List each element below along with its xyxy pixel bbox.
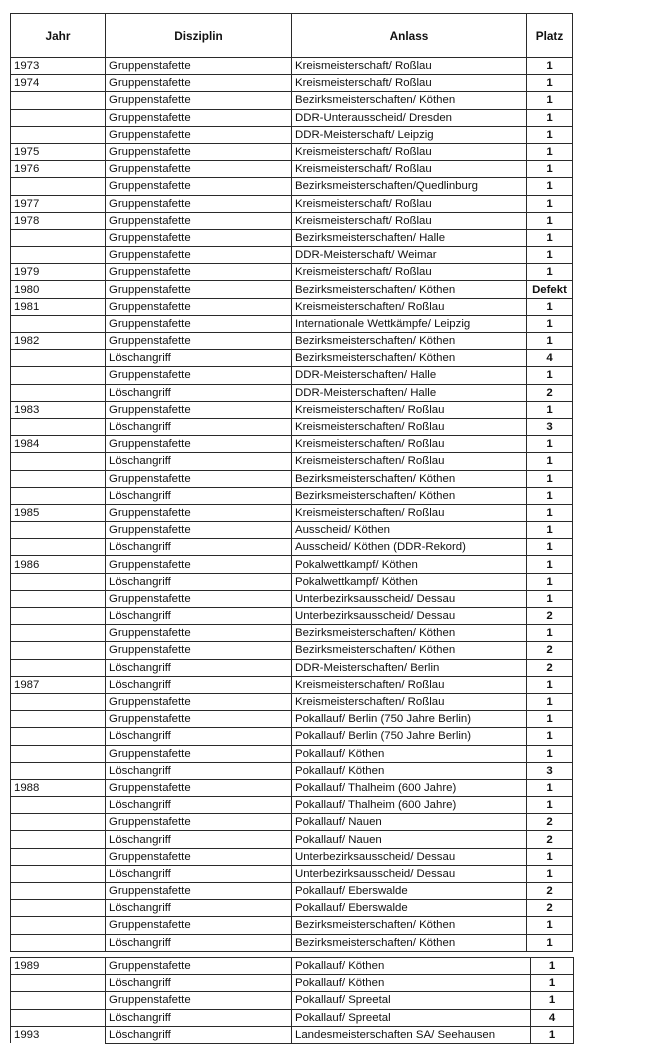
cell-jahr <box>11 247 106 264</box>
table-row <box>11 350 573 367</box>
cell-jahr: 1979 <box>11 264 106 281</box>
cell-anlass: Pokallauf/ Thalheim (600 Jahre) <box>292 797 527 814</box>
cell-platz: 1 <box>527 934 573 951</box>
header-row <box>11 14 573 58</box>
cell-platz: 1 <box>527 75 573 92</box>
cell-jahr: 1989 <box>11 958 106 975</box>
cell-disziplin: Gruppenstafette <box>106 58 292 75</box>
cell-platz: 2 <box>527 608 573 625</box>
table-row <box>11 883 573 900</box>
cell-anlass: Kreismeisterschaft/ Roßlau <box>292 195 527 212</box>
cell-disziplin: Löschangriff <box>106 728 292 745</box>
cell-disziplin: Löschangriff <box>106 573 292 590</box>
cell-platz: 1 <box>527 779 573 796</box>
table-row <box>11 831 573 848</box>
cell-platz: 1 <box>527 917 573 934</box>
table-row <box>11 728 573 745</box>
cell-jahr <box>11 917 106 934</box>
cell-platz: 1 <box>527 573 573 590</box>
cell-anlass: Kreismeisterschaft/ Roßlau <box>292 75 527 92</box>
table-row <box>11 625 573 642</box>
cell-platz: 1 <box>527 590 573 607</box>
cell-disziplin: Gruppenstafette <box>106 75 292 92</box>
cell-disziplin: Gruppenstafette <box>106 229 292 246</box>
cell-platz: 1 <box>527 711 573 728</box>
cell-jahr <box>11 126 106 143</box>
cell-jahr <box>11 975 106 992</box>
table-row <box>11 992 574 1009</box>
cell-disziplin: Löschangriff <box>106 453 292 470</box>
cell-anlass: Landesmeisterschaften SA/ Seehausen <box>292 1026 531 1043</box>
cell-platz: 1 <box>527 745 573 762</box>
header-platz: Platz <box>527 14 573 58</box>
cell-jahr <box>11 487 106 504</box>
cell-platz: 1 <box>527 264 573 281</box>
cell-platz: 1 <box>527 367 573 384</box>
cell-jahr: 1974 <box>11 75 106 92</box>
table-row <box>11 711 573 728</box>
table-row <box>11 281 573 298</box>
cell-platz: Defekt <box>527 281 573 298</box>
table-row <box>11 676 573 693</box>
cell-jahr <box>11 934 106 951</box>
cell-jahr <box>11 814 106 831</box>
cell-jahr: 1985 <box>11 504 106 521</box>
cell-disziplin: Löschangriff <box>106 1009 292 1026</box>
cell-platz: 1 <box>527 247 573 264</box>
cell-anlass: Bezirksmeisterschaften/ Köthen <box>292 625 527 642</box>
cell-platz: 1 <box>527 470 573 487</box>
cell-jahr <box>11 539 106 556</box>
cell-disziplin: Gruppenstafette <box>106 883 292 900</box>
cell-jahr <box>11 470 106 487</box>
cell-jahr: 1978 <box>11 212 106 229</box>
cell-jahr <box>11 522 106 539</box>
cell-platz: 1 <box>527 487 573 504</box>
table-row <box>11 1009 574 1026</box>
table-row <box>11 247 573 264</box>
table-row <box>11 556 573 573</box>
cell-disziplin: Gruppenstafette <box>106 470 292 487</box>
cell-anlass: Kreismeisterschaft/ Roßlau <box>292 143 527 160</box>
cell-disziplin: Gruppenstafette <box>106 281 292 298</box>
cell-anlass: Kreismeisterschaften/ Roßlau <box>292 298 527 315</box>
cell-disziplin: Gruppenstafette <box>106 814 292 831</box>
cell-disziplin: Gruppenstafette <box>106 143 292 160</box>
cell-anlass: Bezirksmeisterschaften/ Köthen <box>292 917 527 934</box>
cell-anlass: Kreismeisterschaft/ Roßlau <box>292 161 527 178</box>
table-row <box>11 401 573 418</box>
cell-anlass: Pokallauf/ Eberswalde <box>292 900 527 917</box>
cell-platz: 1 <box>531 975 574 992</box>
cell-jahr <box>11 659 106 676</box>
cell-jahr: 1988 <box>11 779 106 796</box>
cell-platz: 1 <box>527 453 573 470</box>
cell-jahr <box>11 831 106 848</box>
cell-disziplin: Gruppenstafette <box>106 556 292 573</box>
cell-jahr: 1977 <box>11 195 106 212</box>
header-anlass: Anlass <box>292 14 527 58</box>
table-row <box>11 693 573 710</box>
table-row <box>11 161 573 178</box>
cell-platz: 1 <box>527 676 573 693</box>
table-row <box>11 143 573 160</box>
cell-jahr <box>11 745 106 762</box>
cell-anlass: DDR-Meisterschaften/ Halle <box>292 384 527 401</box>
cell-jahr: 1986 <box>11 556 106 573</box>
cell-platz: 2 <box>527 831 573 848</box>
table-row <box>11 539 573 556</box>
cell-platz: 1 <box>527 522 573 539</box>
cell-disziplin: Gruppenstafette <box>106 711 292 728</box>
table-row <box>11 573 573 590</box>
cell-disziplin: Löschangriff <box>106 659 292 676</box>
cell-platz: 2 <box>527 814 573 831</box>
cell-anlass: Bezirksmeisterschaften/ Köthen <box>292 350 527 367</box>
cell-disziplin: Gruppenstafette <box>106 212 292 229</box>
cell-jahr: 1980 <box>11 281 106 298</box>
cell-anlass: Bezirksmeisterschaften/ Köthen <box>292 281 527 298</box>
cell-disziplin: Löschangriff <box>106 487 292 504</box>
cell-disziplin: Löschangriff <box>106 762 292 779</box>
cell-jahr <box>11 797 106 814</box>
cell-platz: 1 <box>527 212 573 229</box>
table-row <box>11 58 573 75</box>
cell-anlass: Pokallauf/ Köthen <box>292 762 527 779</box>
table-row <box>11 470 573 487</box>
cell-jahr <box>11 573 106 590</box>
cell-disziplin: Löschangriff <box>106 608 292 625</box>
cell-anlass: Kreismeisterschaften/ Roßlau <box>292 418 527 435</box>
cell-disziplin: Gruppenstafette <box>106 126 292 143</box>
cell-disziplin: Löschangriff <box>106 865 292 882</box>
cell-anlass: Bezirksmeisterschaften/ Köthen <box>292 934 527 951</box>
cell-disziplin: Gruppenstafette <box>106 92 292 109</box>
cell-platz: 1 <box>527 865 573 882</box>
table-row <box>11 900 573 917</box>
table-row <box>11 779 573 796</box>
cell-anlass: Bezirksmeisterschaften/ Köthen <box>292 470 527 487</box>
cell-anlass: Kreismeisterschaft/ Roßlau <box>292 264 527 281</box>
cell-jahr <box>11 590 106 607</box>
cell-jahr <box>11 728 106 745</box>
table-row <box>11 229 573 246</box>
table-row <box>11 745 573 762</box>
cell-disziplin: Gruppenstafette <box>106 264 292 281</box>
cell-disziplin: Gruppenstafette <box>106 161 292 178</box>
cell-jahr <box>11 315 106 332</box>
cell-platz: 1 <box>527 109 573 126</box>
cell-platz: 1 <box>531 1026 574 1043</box>
cell-platz: 1 <box>531 992 574 1009</box>
cell-platz: 1 <box>527 92 573 109</box>
cell-anlass: Unterbezirksausscheid/ Dessau <box>292 608 527 625</box>
table-row <box>11 453 573 470</box>
cell-platz: 1 <box>527 436 573 453</box>
table-row <box>11 92 573 109</box>
cell-disziplin: Gruppenstafette <box>106 917 292 934</box>
table-row <box>11 126 573 143</box>
cell-disziplin: Löschangriff <box>106 934 292 951</box>
cell-platz: 3 <box>527 762 573 779</box>
cell-anlass: DDR-Meisterschaft/ Leipzig <box>292 126 527 143</box>
cell-disziplin: Gruppenstafette <box>106 522 292 539</box>
cell-platz: 2 <box>527 900 573 917</box>
cell-jahr <box>11 625 106 642</box>
cell-disziplin: Löschangriff <box>106 797 292 814</box>
table-row <box>11 504 573 521</box>
cell-platz: 1 <box>527 195 573 212</box>
cell-platz: 1 <box>527 401 573 418</box>
cell-anlass: Pokallauf/ Köthen <box>292 975 531 992</box>
table-row <box>11 659 573 676</box>
cell-anlass: Pokallauf/ Eberswalde <box>292 883 527 900</box>
cell-anlass: Unterbezirksausscheid/ Dessau <box>292 848 527 865</box>
cell-platz: 1 <box>527 504 573 521</box>
cell-anlass: Unterbezirksausscheid/ Dessau <box>292 865 527 882</box>
cell-anlass: Internationale Wettkämpfe/ Leipzig <box>292 315 527 332</box>
cell-jahr <box>11 883 106 900</box>
cell-platz: 2 <box>527 659 573 676</box>
cell-disziplin: Löschangriff <box>106 384 292 401</box>
cell-anlass: Pokalwettkampf/ Köthen <box>292 573 527 590</box>
cell-anlass: Pokallauf/ Berlin (750 Jahre Berlin) <box>292 728 527 745</box>
cell-anlass: Pokallauf/ Nauen <box>292 831 527 848</box>
cell-platz: 1 <box>527 161 573 178</box>
cell-anlass: Bezirksmeisterschaften/ Köthen <box>292 333 527 350</box>
table-row <box>11 212 573 229</box>
cell-anlass: DDR-Unterausscheid/ Dresden <box>292 109 527 126</box>
table-row <box>11 917 573 934</box>
cell-platz: 1 <box>527 539 573 556</box>
cell-platz: 4 <box>527 350 573 367</box>
cell-disziplin: Löschangriff <box>106 975 292 992</box>
table-row <box>11 418 573 435</box>
cell-anlass: Pokallauf/ Köthen <box>292 958 531 975</box>
cell-jahr <box>11 865 106 882</box>
cell-anlass: Pokallauf/ Berlin (750 Jahre Berlin) <box>292 711 527 728</box>
cell-anlass: Kreismeisterschaften/ Roßlau <box>292 436 527 453</box>
cell-jahr <box>11 178 106 195</box>
cell-anlass: Kreismeisterschaften/ Roßlau <box>292 676 527 693</box>
table-row <box>11 934 573 951</box>
cell-anlass: Ausscheid/ Köthen (DDR-Rekord) <box>292 539 527 556</box>
cell-jahr <box>11 229 106 246</box>
cell-platz: 1 <box>527 298 573 315</box>
cell-jahr <box>11 992 106 1009</box>
cell-anlass: Bezirksmeisterschaften/ Köthen <box>292 92 527 109</box>
cell-anlass: Pokallauf/ Köthen <box>292 745 527 762</box>
table-row <box>11 865 573 882</box>
cell-platz: 1 <box>527 797 573 814</box>
table-row <box>11 178 573 195</box>
cell-jahr: 1973 <box>11 58 106 75</box>
table-row <box>11 367 573 384</box>
table-row <box>11 814 573 831</box>
cell-disziplin: Gruppenstafette <box>106 401 292 418</box>
cell-anlass: DDR-Meisterschaften/ Berlin <box>292 659 527 676</box>
table-row <box>11 315 573 332</box>
cell-jahr: 1981 <box>11 298 106 315</box>
cell-disziplin: Gruppenstafette <box>106 315 292 332</box>
cell-jahr: 1982 <box>11 333 106 350</box>
table-row <box>11 264 573 281</box>
cell-anlass: Kreismeisterschaften/ Roßlau <box>292 401 527 418</box>
results-table-continuation-body <box>11 958 574 1044</box>
cell-jahr <box>11 109 106 126</box>
cell-anlass: Pokallauf/ Spreetal <box>292 1009 531 1026</box>
cell-platz: 1 <box>527 178 573 195</box>
cell-disziplin: Gruppenstafette <box>106 298 292 315</box>
table-row <box>11 298 573 315</box>
cell-disziplin: Gruppenstafette <box>106 195 292 212</box>
table-row <box>11 75 573 92</box>
cell-disziplin: Gruppenstafette <box>106 504 292 521</box>
cell-jahr <box>11 762 106 779</box>
cell-platz: 1 <box>527 728 573 745</box>
cell-platz: 1 <box>527 126 573 143</box>
cell-anlass: Bezirksmeisterschaften/ Köthen <box>292 642 527 659</box>
cell-platz: 1 <box>527 333 573 350</box>
cell-disziplin: Gruppenstafette <box>106 247 292 264</box>
table-row <box>11 975 574 992</box>
cell-jahr: 1975 <box>11 143 106 160</box>
table-row <box>11 384 573 401</box>
table-row <box>11 590 573 607</box>
cell-disziplin: Löschangriff <box>106 418 292 435</box>
cell-anlass: Kreismeisterschaften/ Roßlau <box>292 504 527 521</box>
cell-jahr <box>11 711 106 728</box>
cell-disziplin: Gruppenstafette <box>106 745 292 762</box>
cell-disziplin: Gruppenstafette <box>106 848 292 865</box>
cell-anlass: Kreismeisterschaft/ Roßlau <box>292 58 527 75</box>
cell-platz: 4 <box>531 1009 574 1026</box>
cell-platz: 1 <box>527 848 573 865</box>
cell-anlass: Pokallauf/ Thalheim (600 Jahre) <box>292 779 527 796</box>
cell-disziplin: Löschangriff <box>106 1026 292 1043</box>
cell-jahr <box>11 848 106 865</box>
cell-disziplin: Löschangriff <box>106 539 292 556</box>
cell-disziplin: Löschangriff <box>106 831 292 848</box>
table-row <box>11 1026 574 1043</box>
cell-jahr <box>11 92 106 109</box>
table-row <box>11 487 573 504</box>
cell-platz: 2 <box>527 384 573 401</box>
header-disziplin: Disziplin <box>106 14 292 58</box>
cell-jahr <box>11 642 106 659</box>
cell-platz: 1 <box>527 556 573 573</box>
cell-jahr: 1987 <box>11 676 106 693</box>
cell-jahr <box>11 384 106 401</box>
table-row <box>11 797 573 814</box>
cell-anlass: Unterbezirksausscheid/ Dessau <box>292 590 527 607</box>
cell-disziplin: Löschangriff <box>106 900 292 917</box>
cell-anlass: Pokalwettkampf/ Köthen <box>292 556 527 573</box>
cell-disziplin: Gruppenstafette <box>106 625 292 642</box>
table-row <box>11 642 573 659</box>
cell-disziplin: Löschangriff <box>106 676 292 693</box>
cell-jahr <box>11 900 106 917</box>
cell-disziplin: Gruppenstafette <box>106 333 292 350</box>
cell-anlass: Ausscheid/ Köthen <box>292 522 527 539</box>
cell-jahr: 1976 <box>11 161 106 178</box>
cell-anlass: Kreismeisterschaften/ Roßlau <box>292 453 527 470</box>
cell-jahr: 1993 <box>11 1026 106 1043</box>
table-row <box>11 195 573 212</box>
table-row <box>11 762 573 779</box>
cell-platz: 1 <box>527 315 573 332</box>
cell-disziplin: Gruppenstafette <box>106 109 292 126</box>
cell-anlass: Kreismeisterschaft/ Roßlau <box>292 212 527 229</box>
table-row <box>11 522 573 539</box>
table-row <box>11 848 573 865</box>
cell-disziplin: Löschangriff <box>106 350 292 367</box>
cell-platz: 1 <box>531 958 574 975</box>
cell-jahr <box>11 418 106 435</box>
cell-jahr <box>11 350 106 367</box>
cell-anlass: DDR-Meisterschaft/ Weimar <box>292 247 527 264</box>
cell-jahr <box>11 693 106 710</box>
results-table-body <box>11 58 573 952</box>
cell-disziplin: Gruppenstafette <box>106 436 292 453</box>
cell-disziplin: Gruppenstafette <box>106 779 292 796</box>
cell-disziplin: Gruppenstafette <box>106 590 292 607</box>
cell-platz: 2 <box>527 642 573 659</box>
table-row <box>11 958 574 975</box>
cell-platz: 1 <box>527 58 573 75</box>
cell-disziplin: Gruppenstafette <box>106 178 292 195</box>
cell-anlass: Bezirksmeisterschaften/Quedlinburg <box>292 178 527 195</box>
table-row <box>11 109 573 126</box>
cell-platz: 1 <box>527 143 573 160</box>
cell-platz: 1 <box>527 229 573 246</box>
cell-disziplin: Gruppenstafette <box>106 958 292 975</box>
cell-anlass: Bezirksmeisterschaften/ Köthen <box>292 487 527 504</box>
table-row <box>11 333 573 350</box>
cell-jahr: 1984 <box>11 436 106 453</box>
cell-jahr <box>11 453 106 470</box>
cell-jahr: 1983 <box>11 401 106 418</box>
cell-disziplin: Gruppenstafette <box>106 693 292 710</box>
cell-disziplin: Gruppenstafette <box>106 367 292 384</box>
cell-anlass: Pokallauf/ Spreetal <box>292 992 531 1009</box>
cell-platz: 1 <box>527 693 573 710</box>
cell-platz: 1 <box>527 625 573 642</box>
cell-anlass: DDR-Meisterschaften/ Halle <box>292 367 527 384</box>
table-row <box>11 608 573 625</box>
cell-anlass: Pokallauf/ Nauen <box>292 814 527 831</box>
cell-disziplin: Gruppenstafette <box>106 642 292 659</box>
cell-anlass: Bezirksmeisterschaften/ Halle <box>292 229 527 246</box>
table-row <box>11 436 573 453</box>
cell-platz: 2 <box>527 883 573 900</box>
results-table-continuation <box>10 957 574 1044</box>
cell-platz: 3 <box>527 418 573 435</box>
cell-jahr <box>11 367 106 384</box>
cell-jahr <box>11 1009 106 1026</box>
cell-jahr <box>11 608 106 625</box>
header-jahr: Jahr <box>11 14 106 58</box>
cell-anlass: Kreismeisterschaften/ Roßlau <box>292 693 527 710</box>
cell-disziplin: Gruppenstafette <box>106 992 292 1009</box>
results-table <box>10 13 573 952</box>
